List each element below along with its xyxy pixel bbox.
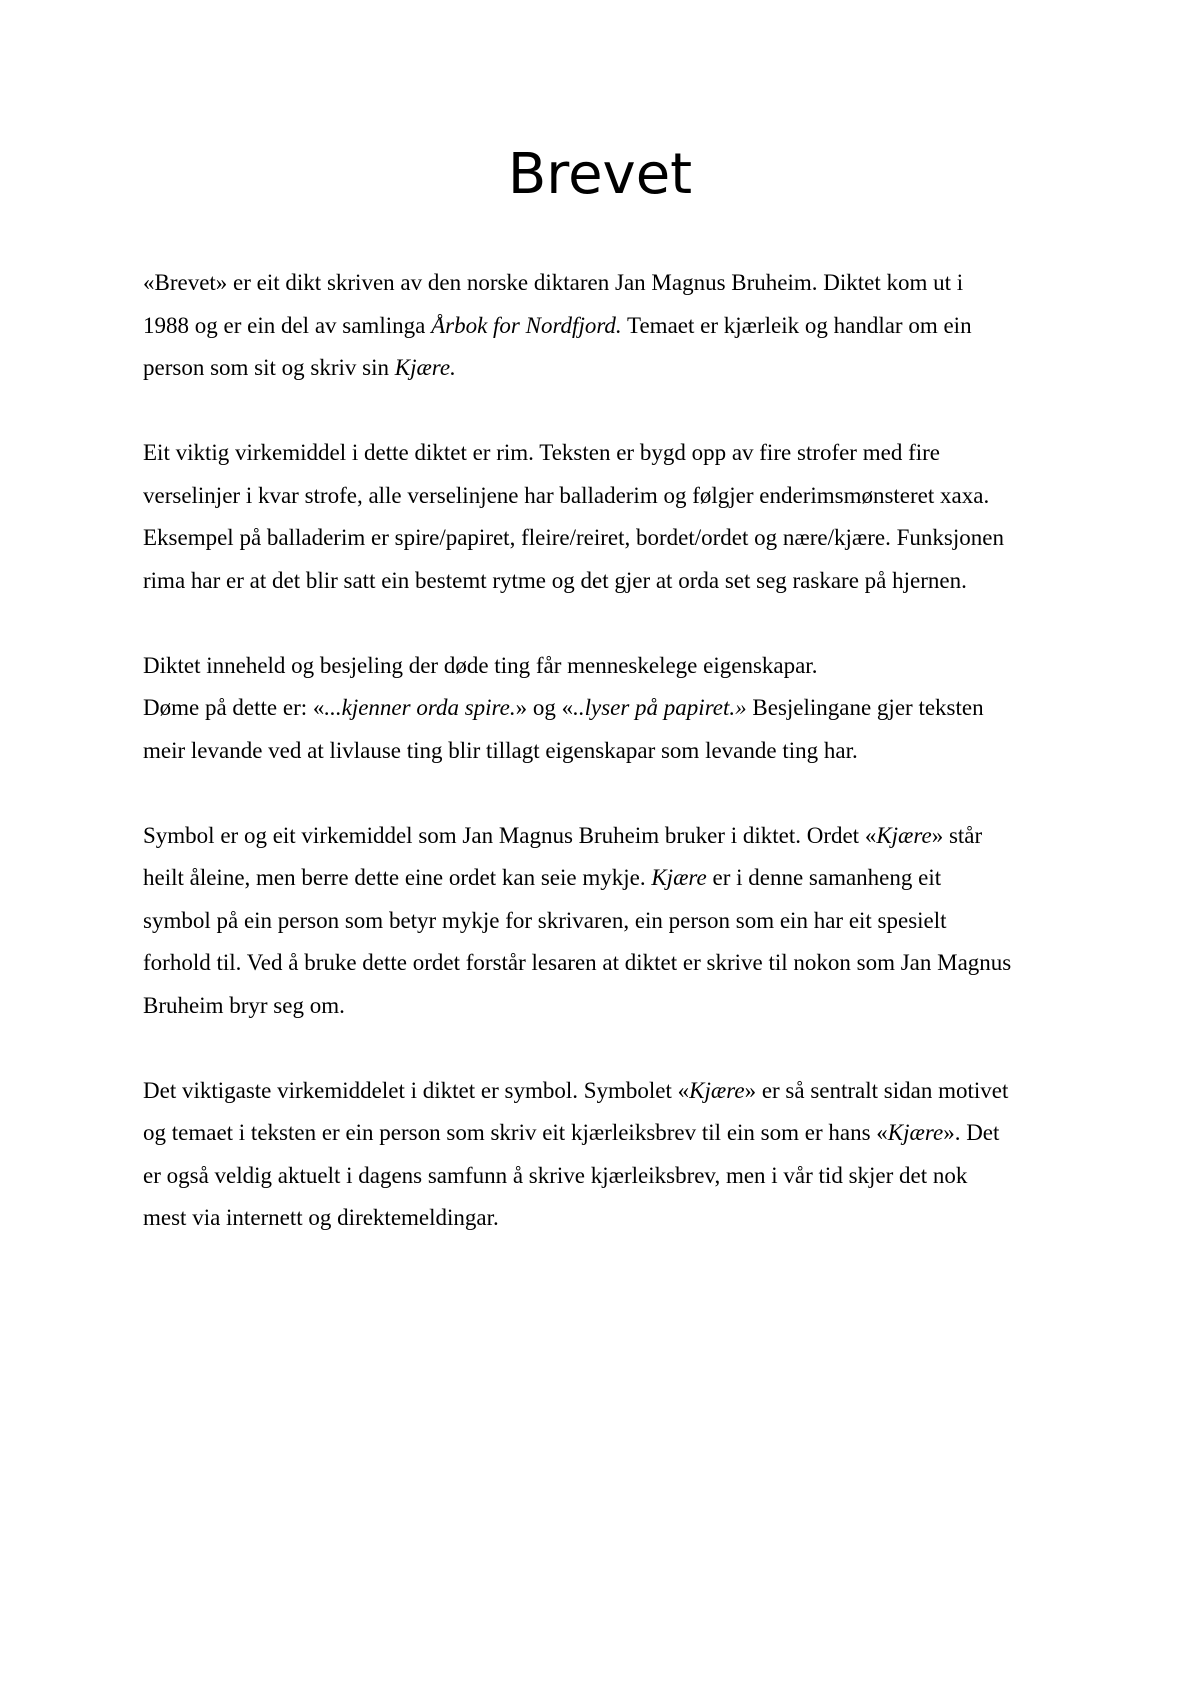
- text-line: [143, 305, 1073, 348]
- document-title: Brevet: [507, 142, 693, 207]
- text-run: mest via internett og direktemeldingar.: [143, 1205, 499, 1230]
- paragraph: [143, 645, 1073, 773]
- text-line: [143, 1070, 1073, 1113]
- text-run: » og «: [515, 695, 574, 720]
- text-run: Døme på dette er: «: [143, 695, 325, 720]
- text-line: [143, 900, 1073, 943]
- text-line: [143, 475, 1073, 518]
- italic-text: Kjære: [876, 822, 932, 848]
- text-line: [143, 1197, 1073, 1240]
- text-line: [143, 347, 1073, 390]
- text-run: » er så sentralt sidan motivet: [744, 1077, 1009, 1103]
- text-run: » står: [931, 822, 983, 848]
- italic-text: Kjære: [887, 1120, 944, 1145]
- text-run: Besjelingane gjer teksten: [746, 695, 984, 720]
- text-run: symbol på ein person som betyr mykje for skrivaren, ein person som ein har eit spesielt: [143, 907, 947, 933]
- text-run: forhold til. Ved å bruke dette ordet forstår lesaren at diktet er skrive til nokon som Jan Magnus: [143, 950, 1012, 975]
- text-line: [143, 560, 1073, 603]
- text-run: er i denne samanheng eit: [706, 865, 942, 890]
- text-line: [143, 687, 1073, 730]
- paragraph: [143, 262, 1073, 390]
- text-run: rima har er at det blir satt ein bestemt rytme og det gjer at orda set seg raskare på hjernen.: [143, 567, 967, 593]
- paragraph: [143, 1070, 1073, 1240]
- text-line: [143, 1155, 1073, 1198]
- text-line: [143, 942, 1073, 985]
- text-run: Det viktigaste virkemiddelet i diktet er symbol. Symbolet «: [143, 1077, 690, 1103]
- italic-text: Årbok for Nordfjord.: [431, 312, 622, 338]
- italic-text: Kjære.: [394, 355, 456, 380]
- text-line: [143, 985, 1073, 1028]
- text-run: Symbol er og eit virkemiddel som Jan Magnus Bruheim bruker i diktet. Ordet «: [143, 822, 877, 848]
- text-line: [143, 517, 1073, 560]
- text-run: Eksempel på balladerim er spire/papiret, fleire/reiret, bordet/ordet og nære/kjære. Funksjonen: [143, 525, 1004, 550]
- text-run: ». Det: [943, 1120, 1000, 1145]
- text-line: [143, 730, 1073, 773]
- text-run: Temaet er kjærleik og handlar om ein: [621, 312, 972, 338]
- text-line: [143, 262, 1073, 305]
- italic-text: Kjære: [689, 1077, 745, 1103]
- text-line: [143, 432, 1073, 475]
- paragraph: [143, 815, 1073, 1028]
- text-line: [143, 1112, 1073, 1155]
- text-run: er også veldig aktuelt i dagens samfunn å skrive kjærleiksbrev, men i vår tid skjer det nok: [143, 1162, 968, 1188]
- paragraph: [143, 432, 1073, 602]
- text-run: Diktet inneheld og besjeling der døde ting får menneskelege eigenskapar.: [143, 652, 818, 678]
- text-run: Eit viktig virkemiddel i dette diktet er rim. Teksten er bygd opp av fire strofer med fire: [143, 440, 940, 465]
- text-line: [143, 645, 1073, 688]
- italic-text: ...kjenner orda spire.: [324, 695, 516, 720]
- text-run: Bruheim bryr seg om.: [143, 992, 345, 1018]
- text-run: og temaet i teksten er ein person som skriv eit kjærleiksbrev til ein som er hans «: [143, 1120, 888, 1145]
- text-run: meir levande ved at livlause ting blir tillagt eigenskapar som levande ting har.: [143, 737, 858, 763]
- text-line: [143, 857, 1073, 900]
- text-run: 1988 og er ein del av samlinga: [143, 312, 432, 338]
- text-run: verselinjer i kvar strofe, alle verselinjene har balladerim og følgjer enderimsmønsteret xaxa.: [143, 482, 990, 508]
- text-run: «Brevet» er eit dikt skriven av den norske diktaren Jan Magnus Bruheim. Diktet kom ut i: [143, 270, 964, 295]
- text-line: [143, 815, 1073, 858]
- italic-text: Kjære: [651, 865, 707, 890]
- italic-text: ..lyser på papiret.»: [573, 695, 747, 720]
- text-run: heilt åleine, men berre dette eine ordet kan seie mykje.: [143, 865, 652, 890]
- text-run: person som sit og skriv sin: [143, 355, 395, 380]
- document-body: [143, 262, 1073, 1282]
